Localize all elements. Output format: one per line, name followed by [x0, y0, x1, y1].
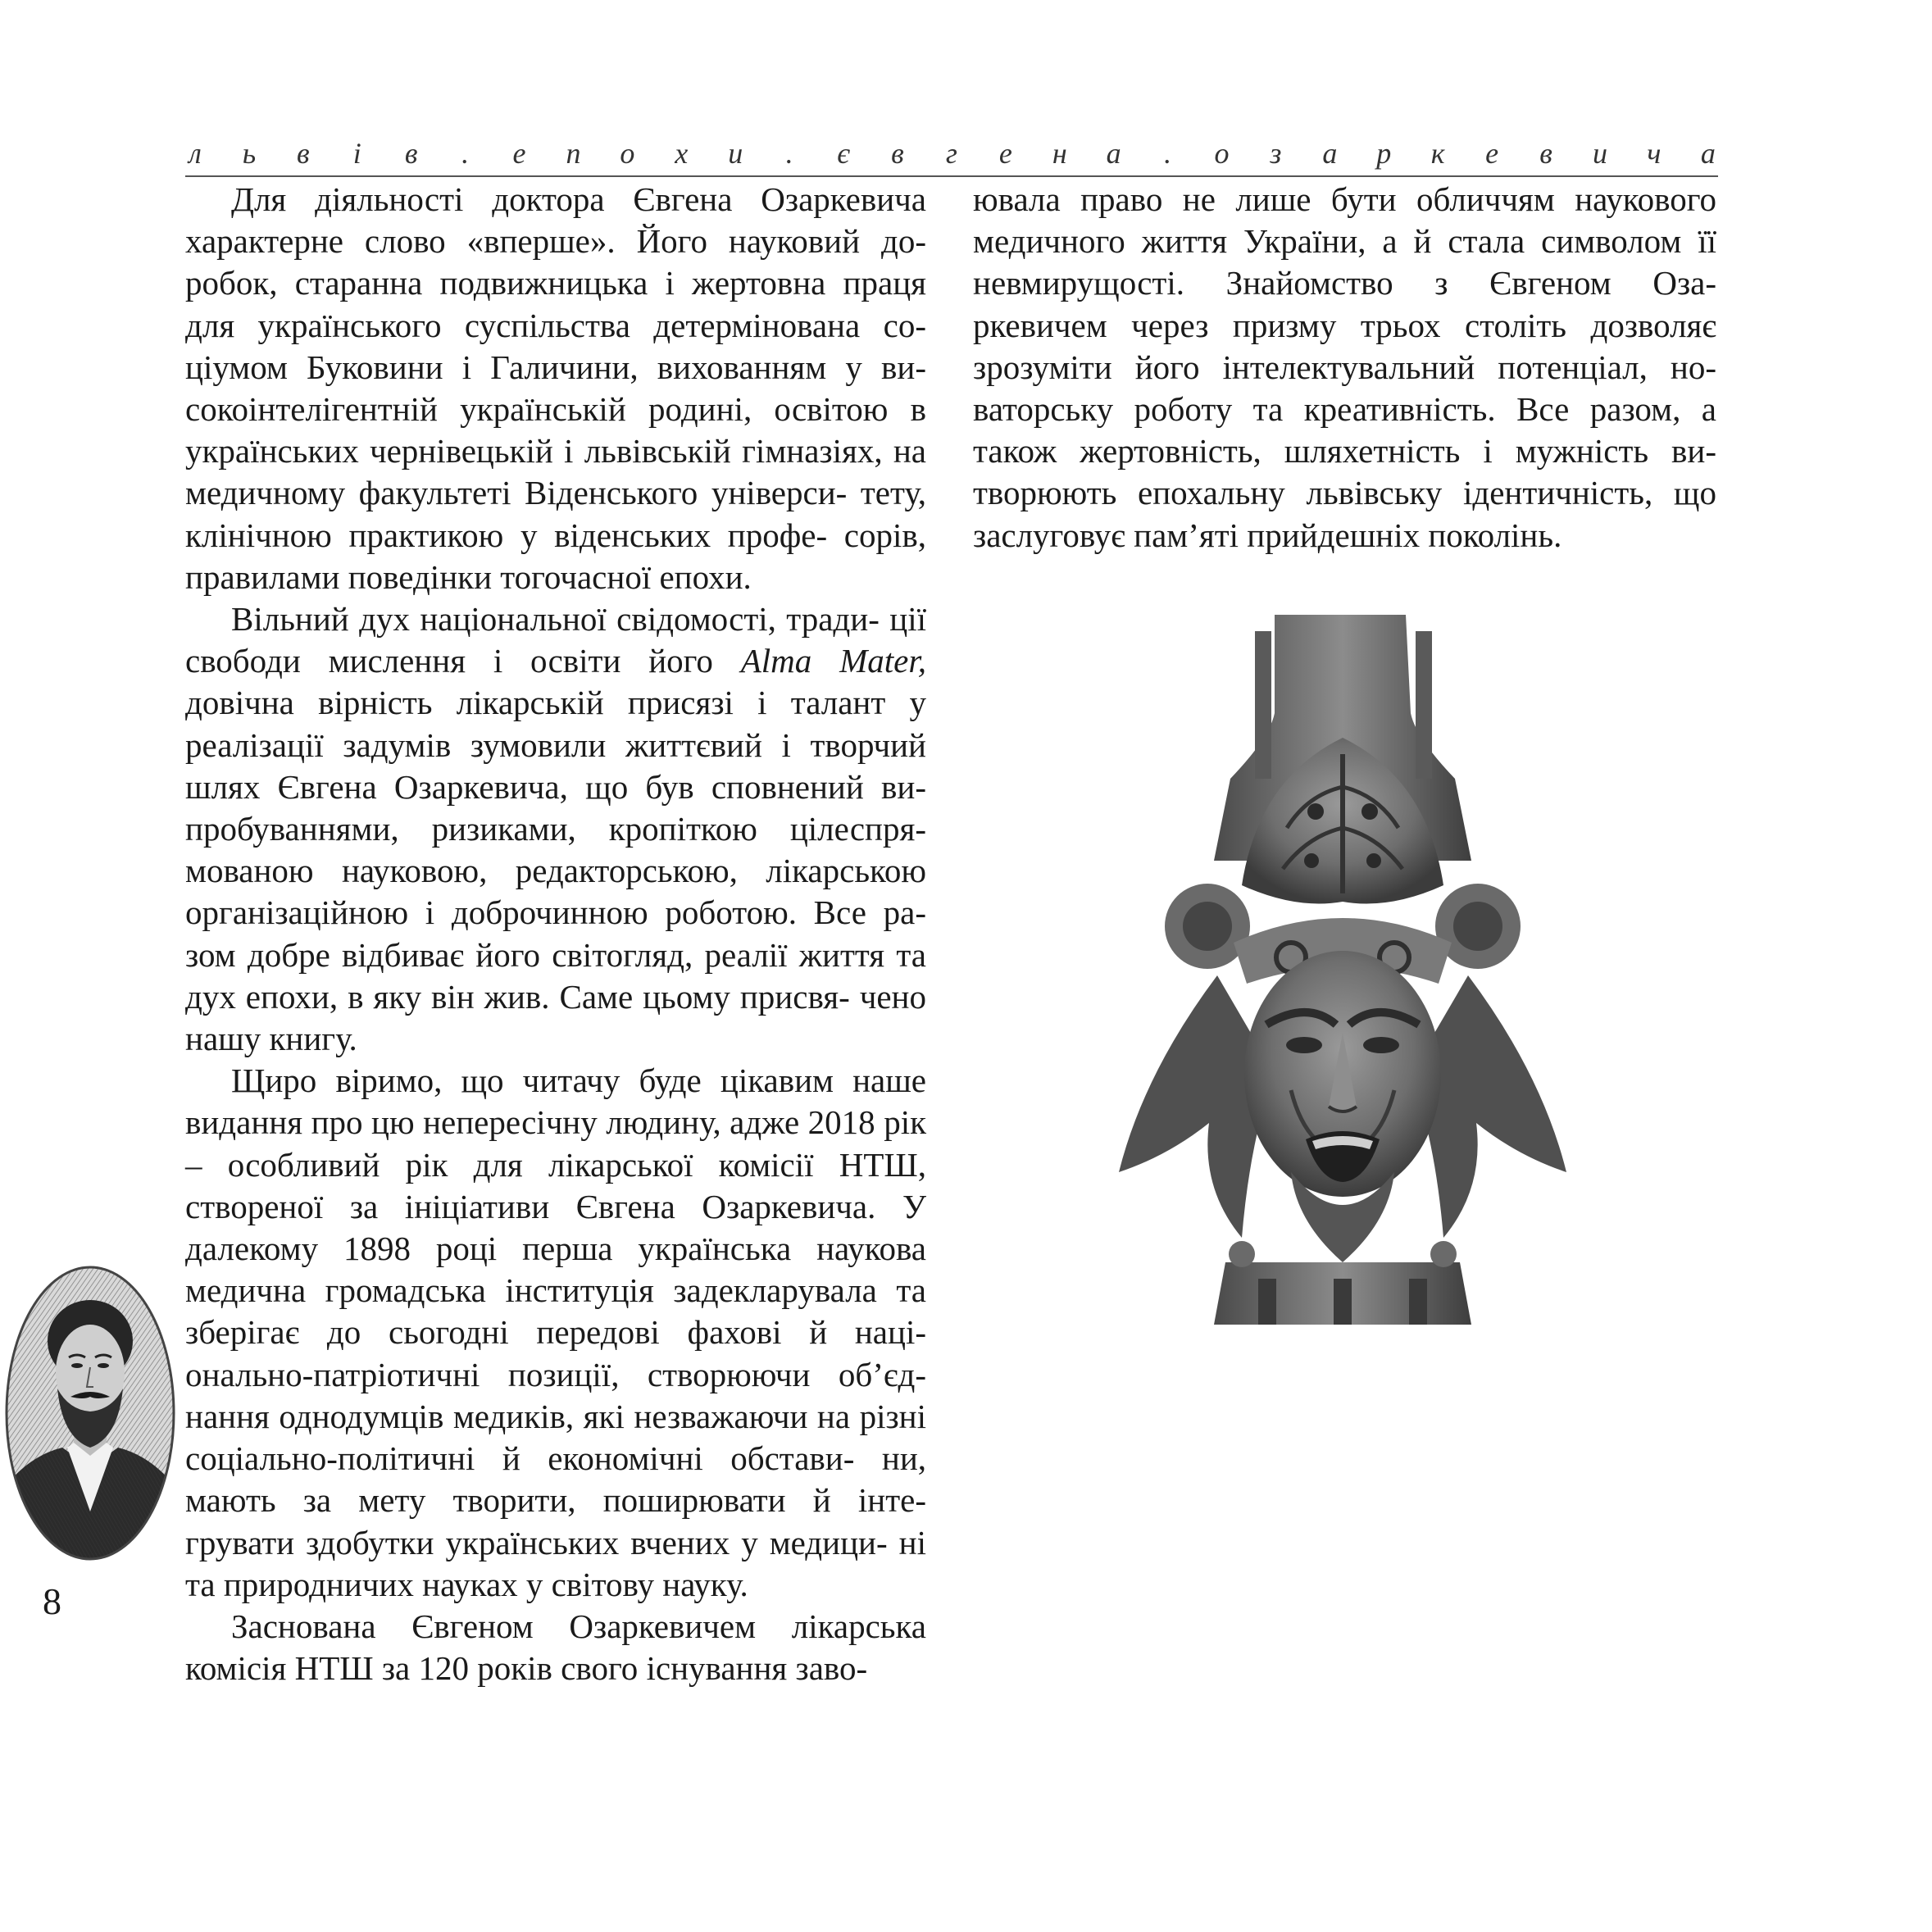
text-line: та дух епохи, в яку він жив. Саме цьому присвя- — [185, 935, 927, 1016]
running-head — [185, 133, 1718, 174]
running-head-letter: . — [785, 137, 793, 170]
text-line: українських чернівецькій і львівській гімназіях, — [185, 432, 883, 470]
running-head-letter: і — [352, 137, 361, 170]
running-head-letter: ч — [1647, 137, 1662, 170]
text-line: ваторську роботу та креативність. Все разом, а — [973, 390, 1716, 429]
running-head-letter: . — [1164, 137, 1172, 170]
left-column — [185, 179, 926, 1689]
text-line: на медичному факультеті Віденського універси- — [185, 432, 926, 512]
text-line: мованою науковою, редакторською, лікарською — [185, 852, 926, 890]
paragraph-continued — [973, 179, 1716, 557]
running-head-letter: . — [461, 137, 470, 170]
paragraph-1 — [185, 179, 926, 598]
running-head-letter: е — [998, 137, 1012, 170]
running-head-letter: а — [1106, 137, 1121, 170]
text-line: нання однодумців медиків, які незважаючи на — [185, 1397, 851, 1435]
text-line: видання про цю непересічну людину, адже 2018 — [185, 1103, 875, 1142]
paragraph-3 — [185, 1060, 926, 1606]
running-head-letter: ь — [242, 137, 257, 170]
text-line: чено нашу книгу. — [185, 977, 926, 1058]
text-line: ркевичем через призму трьох століть дозволяє — [973, 306, 1716, 344]
text-line: ни, мають за мету творити, поширювати й інте- — [185, 1439, 927, 1520]
running-head-letter: є — [837, 137, 850, 170]
text-line: заслуговує пам’яті прийдешніх поколінь. — [973, 516, 1562, 554]
running-head-letter: р — [1376, 137, 1392, 170]
text-line: робок, старанна подвижницька і жертовна праця — [185, 264, 926, 302]
running-head-letter: о — [620, 137, 635, 170]
running-head-letter: к — [1430, 137, 1445, 170]
running-head-letter: о — [1214, 137, 1230, 170]
text-line: Щиро віримо, що читачу буде цікавим наше — [231, 1061, 926, 1100]
running-head-letter: а — [1322, 137, 1338, 170]
text-line: також жертовність, шляхетність і мужність ви- — [973, 432, 1716, 470]
text-line: створеної за ініціативи Євгена Озаркевича. У — [185, 1187, 926, 1225]
page-number: 8 — [43, 1580, 61, 1622]
text-line: характерне слово «вперше». Його науковий до- — [185, 222, 926, 261]
running-head-letter: г — [945, 137, 957, 170]
running-head-letter: н — [1052, 137, 1067, 170]
text-line: ювала право не лише бути обличчям наукового — [973, 180, 1716, 218]
running-head-letter: а — [1700, 137, 1716, 170]
text-line: грувати здобутки українських вчених у медици- — [185, 1523, 888, 1562]
text-line: зрозуміти його інтелектувальний потенціал, но- — [973, 348, 1716, 386]
text-line: різні соціально-політичні й економічні обстави- — [185, 1397, 926, 1478]
running-head-letter: п — [566, 137, 581, 170]
running-head-letter: е — [1485, 137, 1499, 170]
running-head-rule — [185, 175, 1718, 177]
text-line: ні та природничих науках у світову науку. — [185, 1523, 926, 1603]
running-head-letter: и — [1592, 137, 1607, 170]
running-head-letter: в — [297, 137, 310, 170]
text-line: ції свободи мислення і освіти його — [185, 600, 927, 680]
text-line: онально-патріотичні позиції, створюючи об’єд- — [185, 1355, 926, 1393]
text-line: творюють епохальну львівську ідентичність, що — [973, 474, 1716, 512]
running-head-letter: з — [1270, 137, 1282, 170]
text-line: зом добре відбиває його світогляд, реалії життя — [185, 935, 885, 974]
text-line: Вільний дух національної свідомості, тради- — [231, 600, 880, 639]
text-line: пробуваннями, ризиками, кропіткою цілеспря- — [185, 810, 926, 848]
text-line: шлях Євгена Озаркевича, що був сповнений ви- — [185, 767, 926, 806]
running-head-letter: в — [891, 137, 904, 170]
text-line: її невмирущості. Знайомство з Євгеном Оза- — [973, 222, 1716, 302]
oval-portrait-engraving-icon — [5, 1266, 175, 1561]
right-column — [973, 179, 1716, 557]
text-line: довічна вірність лікарській присязі і талант у — [185, 684, 926, 722]
running-head-letter: х — [675, 137, 689, 170]
text-line: сорів, правилами поведінки тогочасної епохи. — [185, 516, 926, 596]
paragraph-2 — [185, 598, 926, 1060]
text-line: організаційною і доброчинною роботою. Все ра- — [185, 893, 926, 932]
running-head-letter: в — [1539, 137, 1552, 170]
text-line: сокоінтелігентній українській родині, освітою в — [185, 390, 926, 429]
text-line: медична громадська інституція задекларувала — [185, 1271, 877, 1310]
text-line: Заснована Євгеном Озаркевичем лікарська — [231, 1607, 926, 1645]
architectural-mascaron-sculpture-icon — [1111, 615, 1575, 1325]
text-line: для українського суспільства детермінована со- — [185, 306, 926, 344]
text-line: далекому 1898 році перша українська наукова — [185, 1230, 926, 1268]
running-head-letter: е — [512, 137, 526, 170]
text-line: реалізації задумів зумовили життєвий і творчий — [185, 725, 926, 764]
text-line: ціумом Буковини і Галичини, вихованням у ви- — [185, 348, 926, 386]
text-line: тету, клінічною практикою у віденських профе- — [185, 474, 926, 554]
alma-mater-italic: Alma Mater, — [740, 642, 926, 680]
text-line: та зберігає до сьогодні передові фахові й наці- — [185, 1271, 927, 1352]
text-line: рік – особливий рік для лікарської комісії НТШ, — [185, 1103, 926, 1184]
paragraph-4 — [185, 1606, 926, 1689]
text-line: Для діяльності доктора Євгена Озаркевича — [231, 180, 926, 218]
running-head-letter: л — [189, 137, 202, 170]
running-head-letter: и — [728, 137, 743, 170]
running-head-letter: в — [404, 137, 418, 170]
text-line: медичного життя України, а й стала символом — [973, 222, 1682, 261]
text-line: комісія НТШ за 120 років свого існування заво- — [185, 1649, 868, 1688]
